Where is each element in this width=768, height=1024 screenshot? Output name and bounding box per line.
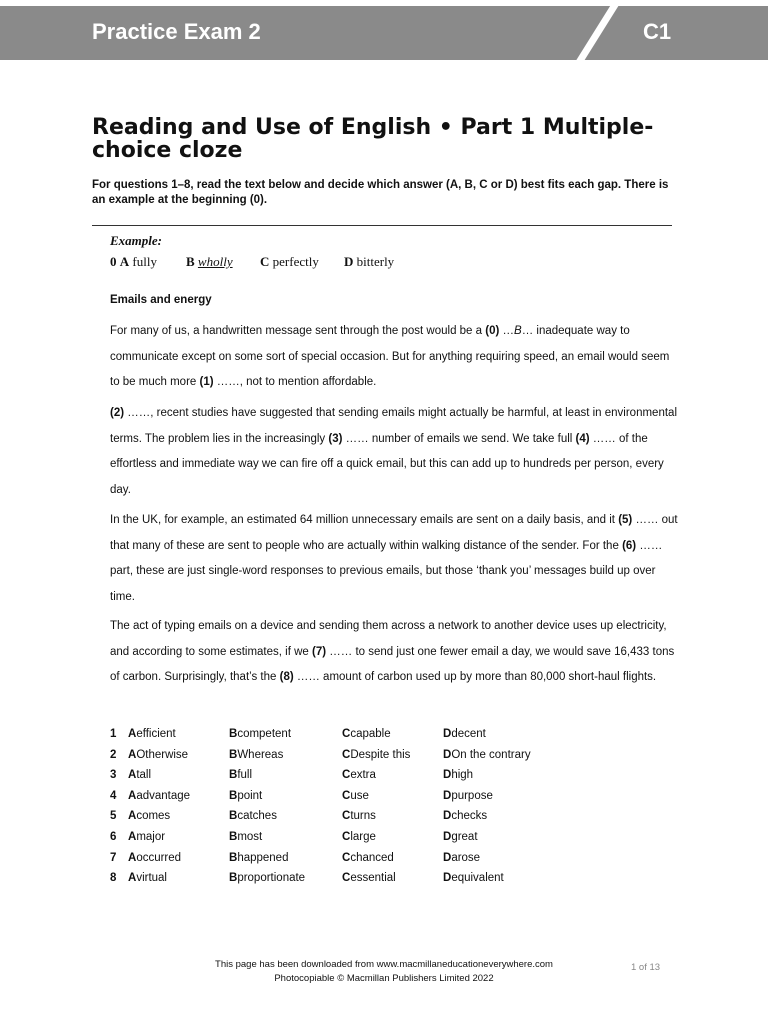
example-option-a: 0 A fully: [110, 254, 157, 269]
option-a[interactable]: A virtual: [128, 872, 167, 885]
option-b[interactable]: B happened: [229, 851, 289, 864]
option-b[interactable]: B full: [229, 769, 253, 782]
option-d[interactable]: D On the contrary: [443, 748, 531, 761]
divider-rule: [92, 225, 672, 226]
example-answer-inline: B: [514, 325, 522, 337]
option-d[interactable]: D high: [443, 769, 474, 782]
passage-paragraph-2: (2) ……, recent studies have suggested that sending emails might actually be harmful, at least in environmental terms. The problem lies in the increasingly (3) …… number of emails we send. We take full (4) …… of the effortless and immediate way we can fire off a quick email, but this can add up to hundreds per person, every day.: [110, 407, 677, 496]
option-a[interactable]: A advantage: [128, 789, 191, 802]
passage-paragraph-1: For many of us, a handwritten message sent through the post would be a (0) …B… inadequate way to communicate except on some sort of special occasion. But for anything requiring speed, an email would seem to be much more (1) ……, not to mention affordable.: [110, 325, 670, 388]
option-b[interactable]: B catches: [229, 810, 277, 823]
option-d[interactable]: D checks: [443, 810, 488, 823]
option-b[interactable]: B Whereas: [229, 748, 284, 761]
option-d[interactable]: D decent: [443, 728, 486, 740]
instructions: For questions 1–8, read the text below and decide which answer (A, B, C or D) best fits each gap. There is an example at the beginning (0).: [92, 179, 669, 206]
option-c[interactable]: C large: [342, 830, 376, 843]
example-option-b: B wholly: [186, 254, 233, 269]
example-label: Example:: [110, 233, 162, 248]
option-d[interactable]: D purpose: [443, 789, 493, 802]
option-c[interactable]: C chanced: [342, 851, 394, 864]
example-option-c: C perfectly: [260, 254, 319, 269]
example-answer: wholly: [197, 254, 233, 269]
passage-title: Emails and energy: [110, 294, 212, 306]
option-c[interactable]: C Despite this: [342, 748, 411, 761]
option-c[interactable]: C extra: [342, 769, 376, 782]
option-c[interactable]: C capable: [342, 728, 391, 740]
example-option-d: D bitterly: [344, 254, 395, 269]
option-a[interactable]: A tall: [128, 769, 152, 782]
download-notice: This page has been downloaded from www.macmillaneducationeverywhere.com: [215, 959, 553, 970]
passage-paragraph-4: The act of typing emails on a device and sending them across a network to another device uses up electricity, and according to some estimates, if we (7) …… to send just one fewer email a day, we would save 16,433 tons of carbon. Surprisingly, that’s the (8) …… amount of carbon used up by more than 80,000 short-haul flights.: [110, 620, 675, 683]
option-b[interactable]: B most: [229, 830, 263, 843]
option-b[interactable]: B point: [229, 789, 263, 802]
option-c[interactable]: C essential: [342, 872, 396, 885]
option-a[interactable]: A major: [128, 830, 166, 843]
page-footer: [0, 958, 768, 986]
passage-paragraph-3: In the UK, for example, an estimated 64 million unnecessary emails are sent on a daily basis, and it (5) …… out that many of these are sent to people who are actually within walking distance of the sender. For the (6) …… part, these are just single-word responses to previous emails, but those ‘thank you’ messages build up over time.: [110, 514, 678, 603]
option-d[interactable]: D arose: [443, 851, 481, 864]
level-badge: C1: [643, 19, 672, 44]
header-divider: [571, 6, 619, 60]
page-header: [0, 6, 768, 60]
option-a[interactable]: A Otherwise: [128, 748, 189, 761]
option-b[interactable]: B competent: [229, 728, 292, 740]
exam-title: Practice Exam 2: [92, 19, 261, 44]
option-a[interactable]: A efficient: [128, 728, 176, 740]
page-number: 1 of 13: [631, 962, 661, 973]
option-a[interactable]: A occurred: [128, 851, 182, 864]
option-d[interactable]: D great: [443, 830, 478, 843]
option-a[interactable]: A comes: [128, 810, 171, 823]
option-d[interactable]: D equivalent: [443, 872, 504, 885]
option-c[interactable]: C use: [342, 789, 369, 802]
option-b[interactable]: B proportionate: [229, 872, 306, 885]
section-heading: Reading and Use of English • Part 1 Multiple-choice cloze: [92, 115, 654, 163]
option-c[interactable]: C turns: [342, 810, 376, 823]
copyright-notice: Photocopiable © Macmillan Publishers Limited 2022: [274, 973, 494, 984]
